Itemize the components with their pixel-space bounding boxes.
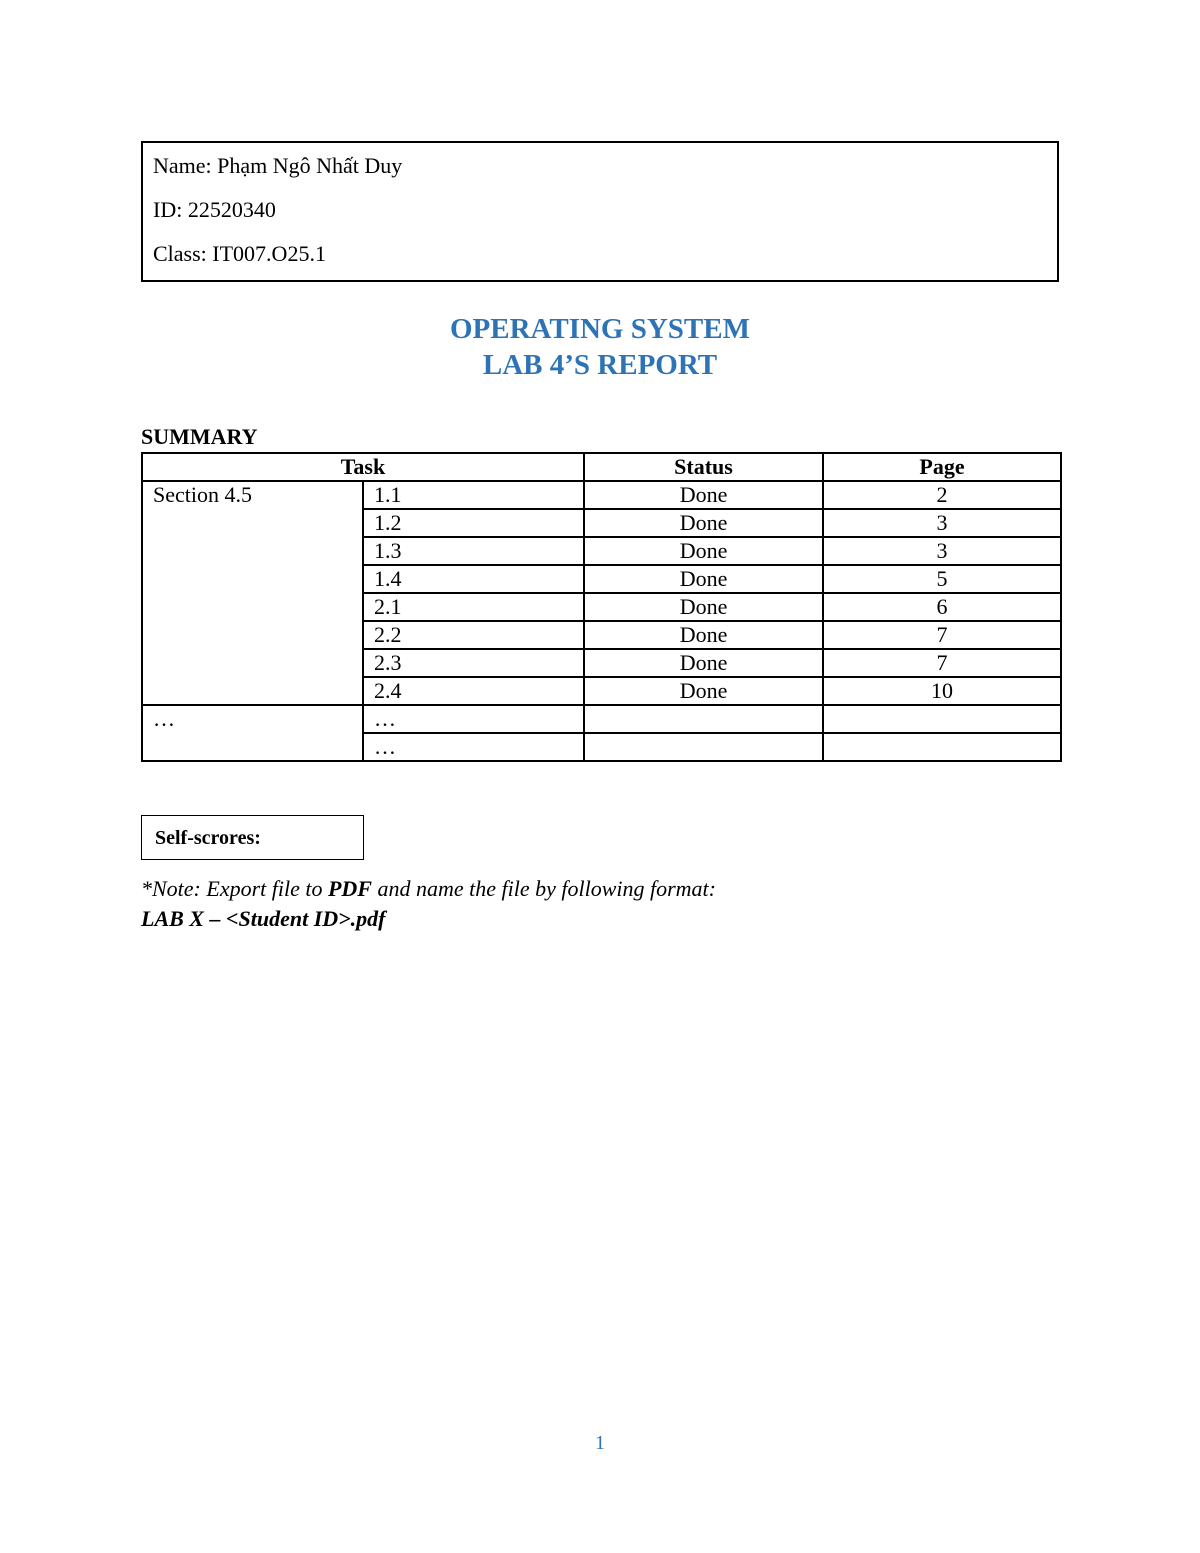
task-cell: 1.1: [363, 481, 584, 509]
report-title-line2: LAB 4’S REPORT: [482, 349, 718, 381]
note-prefix: *Note: Export file to: [141, 876, 328, 901]
task-cell: 2.2: [363, 621, 584, 649]
page-cell: 7: [823, 621, 1061, 649]
status-cell: Done: [584, 481, 823, 509]
task-cell: 1.4: [363, 565, 584, 593]
status-cell: Done: [584, 565, 823, 593]
status-cell: Done: [584, 537, 823, 565]
student-id: ID: 22520340: [153, 197, 276, 222]
task-cell: 2.4: [363, 677, 584, 705]
note-line: [141, 876, 716, 902]
table-row: [142, 481, 1061, 509]
summary-heading: SUMMARY: [141, 424, 258, 449]
page-number: 1: [595, 1432, 605, 1454]
self-scores-box: [141, 815, 364, 860]
page-cell: 3: [823, 509, 1061, 537]
section-cell: Section 4.5: [142, 481, 363, 705]
status-cell-empty: [584, 705, 823, 733]
page-cell-empty: [823, 733, 1061, 761]
table-row: [142, 705, 1061, 733]
note-pdf: PDF: [327, 876, 372, 901]
page-cell: 6: [823, 593, 1061, 621]
task-cell-ellipsis: …: [363, 705, 584, 733]
header-task: Task: [142, 453, 584, 481]
status-cell: Done: [584, 677, 823, 705]
status-cell: Done: [584, 509, 823, 537]
summary-table: [141, 452, 1062, 762]
status-cell: Done: [584, 593, 823, 621]
status-cell-empty: [584, 733, 823, 761]
self-scores-label: Self-scrores:: [155, 827, 261, 849]
table-header-row: [142, 453, 1061, 481]
note-format: LAB X – <Student ID>.pdf: [141, 906, 386, 931]
task-cell: 1.3: [363, 537, 584, 565]
student-class: Class: IT007.O25.1: [153, 241, 326, 266]
status-cell: Done: [584, 621, 823, 649]
page-cell: 2: [823, 481, 1061, 509]
status-cell: Done: [584, 649, 823, 677]
page-cell-empty: [823, 705, 1061, 733]
task-cell: 1.2: [363, 509, 584, 537]
task-cell-ellipsis: …: [363, 733, 584, 761]
header-page: Page: [823, 453, 1061, 481]
note-suffix: and name the file by following format:: [371, 876, 716, 901]
section-cell-ellipsis: …: [142, 705, 363, 761]
header-status: Status: [584, 453, 823, 481]
task-cell: 2.1: [363, 593, 584, 621]
student-info-box: [141, 141, 1059, 282]
task-cell: 2.3: [363, 649, 584, 677]
page-cell: 5: [823, 565, 1061, 593]
student-name: Name: Phạm Ngô Nhất Duy: [153, 153, 403, 178]
report-title-line1: OPERATING SYSTEM: [450, 313, 750, 345]
page-cell: 3: [823, 537, 1061, 565]
page-cell: 7: [823, 649, 1061, 677]
page-cell: 10: [823, 677, 1061, 705]
